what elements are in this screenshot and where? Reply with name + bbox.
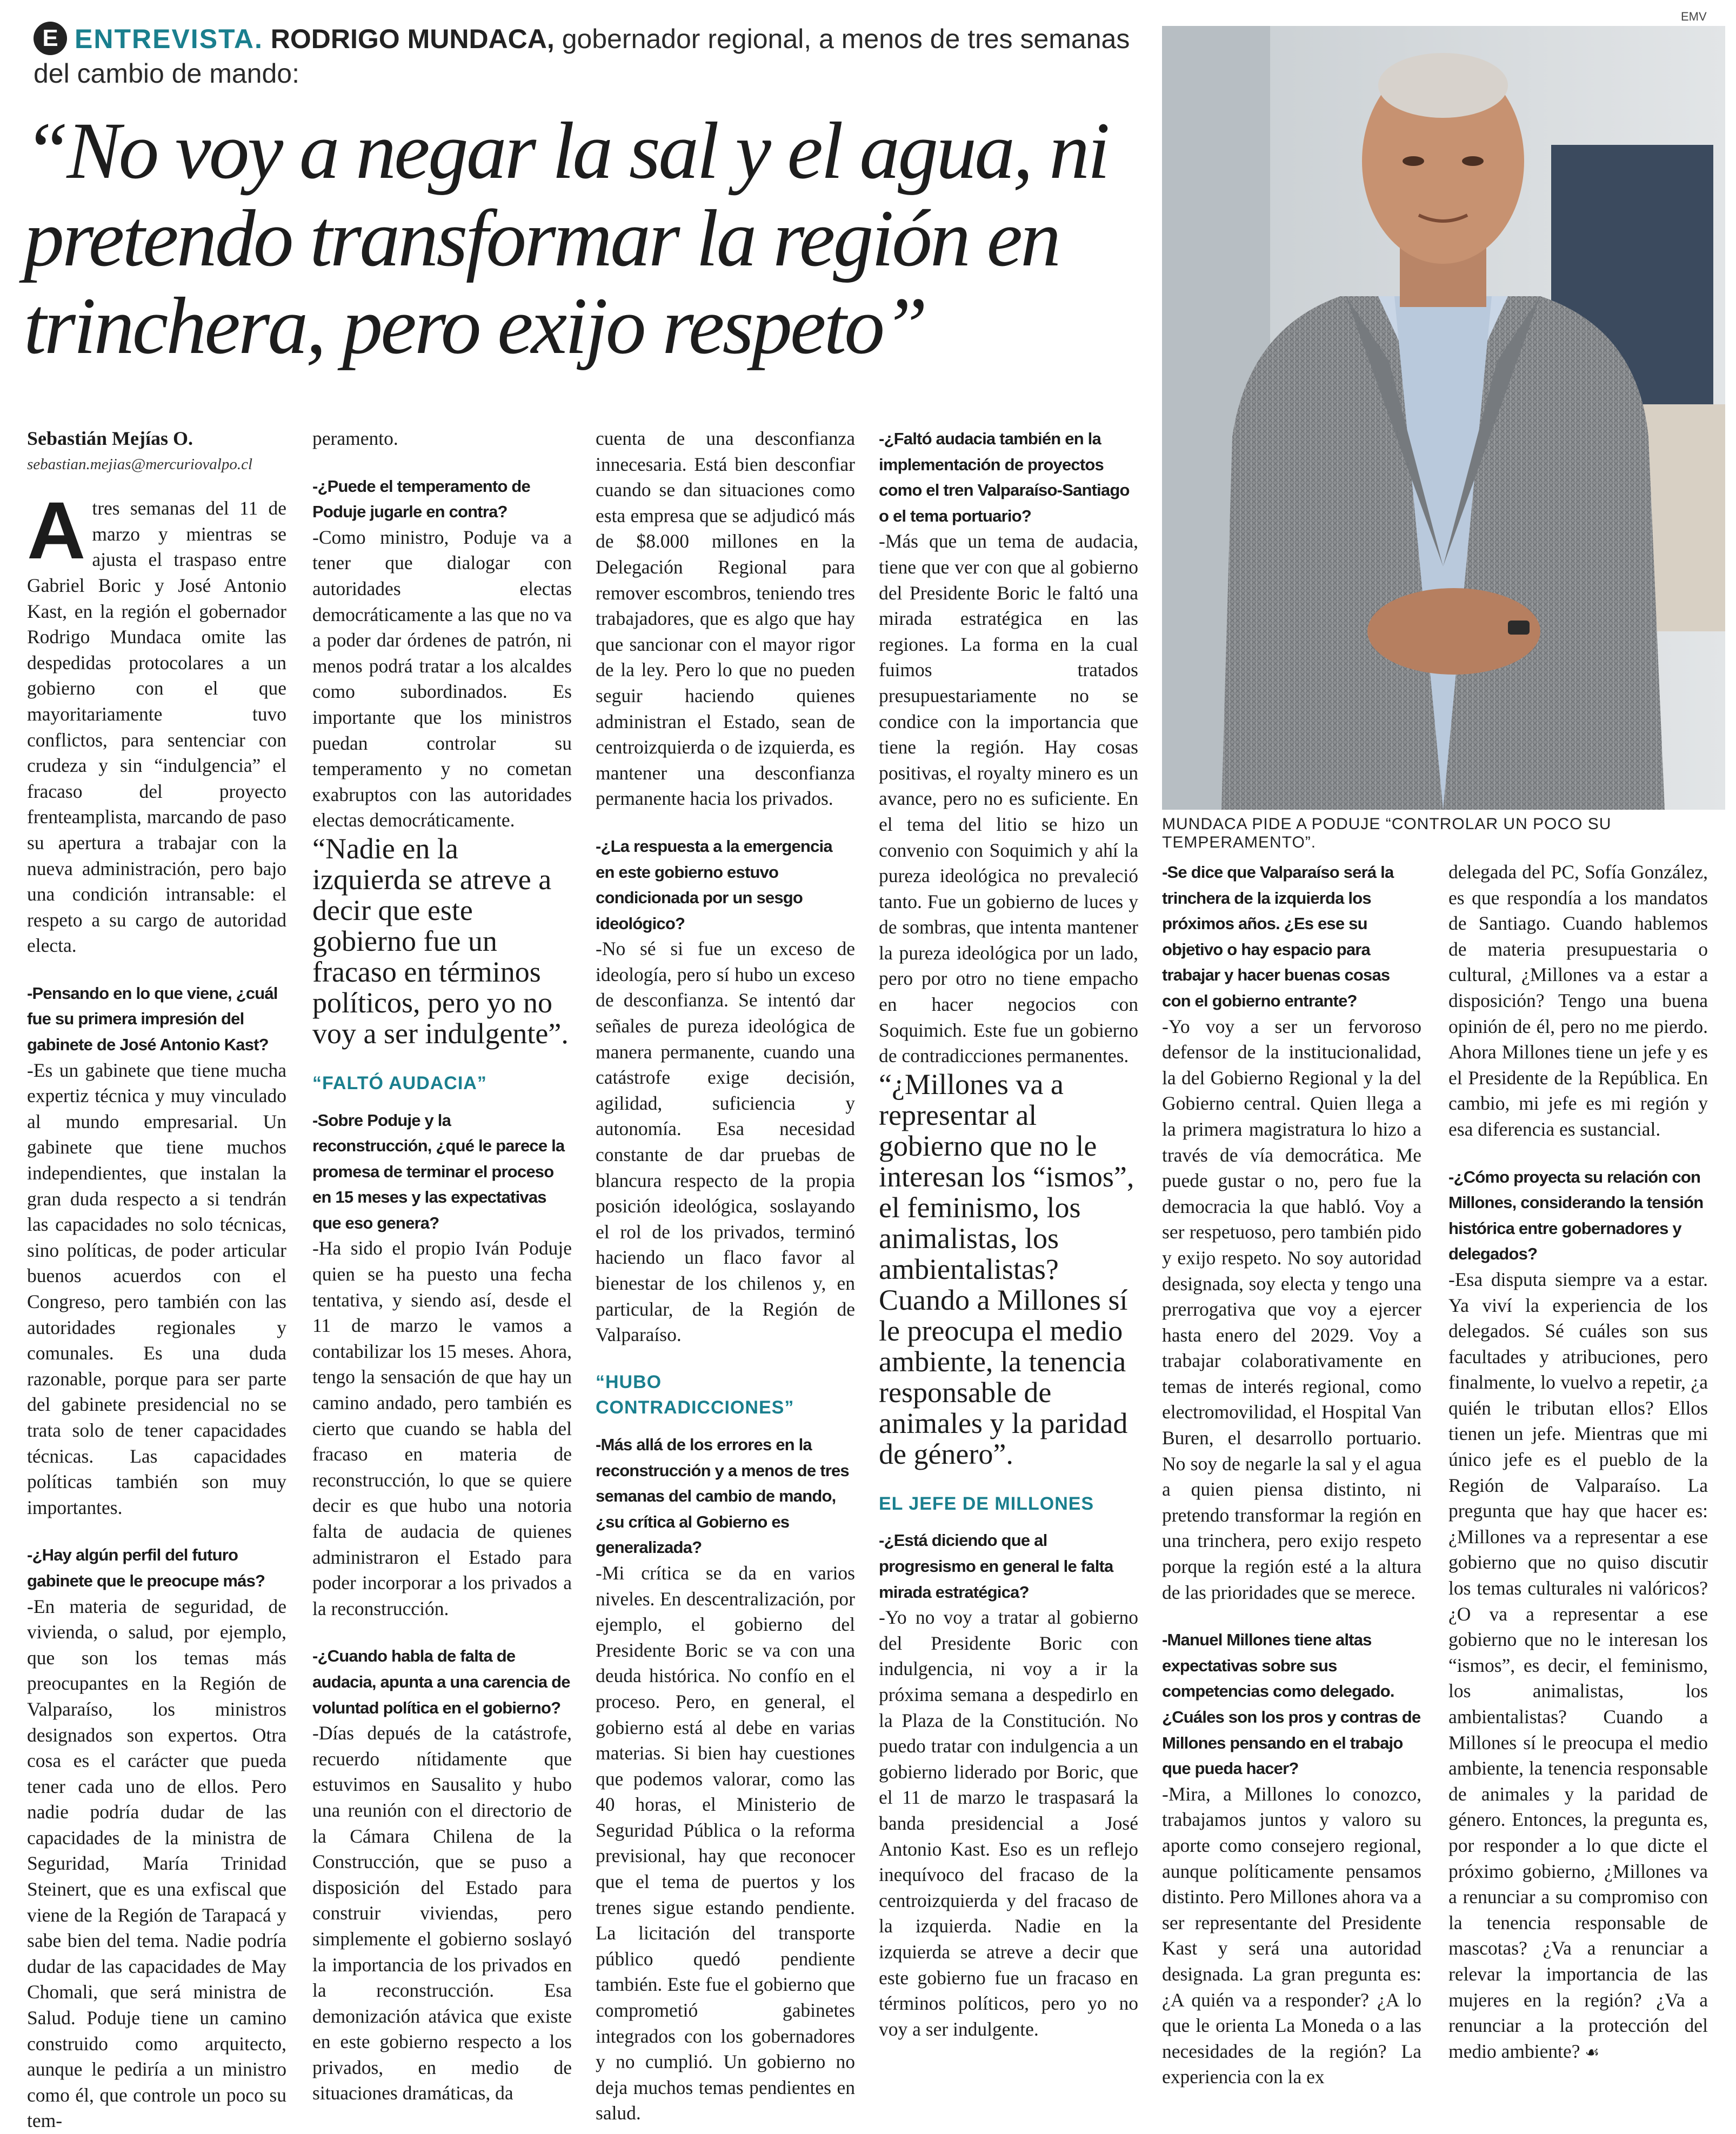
end-of-article-icon: ☙ [1585,2043,1600,2062]
answer-9: -Yo no voy a tratar al gobierno del Presidente Boric con indulgencia, ni voy a ir la próxima semana a despedirlo en la Plaza de la Constitución. No puedo tratar con indulgencia a un gobierno liderado por Boric, que el 11 de marzo le traspasará la banda presidencial a José Antonio Kast. Eso es un reflejo inequívoco del fracaso de la centroizquierda y del fracaso de la izquierda. Nadie en la izquierda se atreve a decir que este gobierno fue un fracaso en términos políticos, pero yo no voy a ser indulgente. [879,1606,1138,2040]
question-11: -Manuel Millones tiene altas expectativas sobre sus competencias como delegado. ¿Cuáles son los pros y contras de Millones pensando en el trabajo que pueda hacer? [1162,1630,1421,1778]
question-6: -¿La respuesta a la emergencia en este gobierno estuvo condicionada por un sesgo ideológico? [596,836,832,933]
photo-caption: MUNDACA PIDE A PODUJE “CONTROLAR UN POCO SU TEMPERAMENTO”. [1162,815,1612,851]
question-9: -¿Está diciendo que al progresismo en general le falta mirada estratégica? [879,1531,1113,1602]
interviewee-photo [1162,26,1725,810]
article-column-6 [1448,859,1708,2065]
question-4: -Sobre Poduje y la reconstrucción, ¿qué le parece la promesa de terminar el proceso en 15 meses y las expectativas que eso genera? [312,1110,565,1232]
lead-paragraph: Atres semanas del 11 de marzo y mientras se ajusta el traspaso entre Gabriel Boric y José Antonio Kast, en la región el gobernador Rodrigo Mundaca omite las despedidas protocolares a un gobierno con el que mayoritariamente tuvo conflictos, para sentenciar con crudeza y sin “indulgencia” el fracaso del proyecto frenteamplista, marcando de paso su apertura a trabajar con la nueva administración, pero bajo una condición intransable: el respeto a su cargo de autoridad electa. [27,485,286,957]
byline-author: Sebastián Mejías O. [27,428,193,449]
answer-6: -No sé si fue un exceso de ideología, pero sí hubo un exceso de desconfianza. Se intentó dar señales de pureza ideológica de manera permanente, cuando una catástrofe exige decisión, agilidad, suficiencia y autonomía. Esa necesidad constante de dar pruebas de blancura respecto de la propia posición ideológica, soslayando el rol de los privados, terminó haciendo un flaco favor al bienestar de los chilenos y, en particular, de la Región de Valparaíso. [596,938,855,1346]
article-column-4 [879,426,1138,2042]
headline: “No voy a negar la sal y el agua, ni pretendo transformar la región en trinchera, pero exijo respeto” [24,106,1108,371]
subhead-el-jefe-de-millones: EL JEFE DE MILLONES [879,1493,1094,1514]
answer-2: -En materia de seguridad, de vivienda, o salud, por ejemplo, que son los temas más preocupantes en la Región de Valparaíso, los ministros designados son expertos. Otra cosa es el carácter que pueda tener cada uno de ellos. Pero nadie podría dudar de las capacidades de la ministra de Seguridad, María Trinidad Steinert, que es una exfiscal que viene de la Región de Tarapacá y sabe bien del tema. Nadie podría dudar de las capacidades de May Chomali, que será ministra de Salud. Poduje tiene un camino construido como arquitecto, aunque le pediría a un ministro como él, que controle un poco su tem- [27,1595,286,2132]
answer-1: -Es un gabinete que tiene mucha expertiz técnica y muy vinculado al mundo empresarial. Un gabinete que tiene muchos independientes, que instalan la gran duda respecto a si tendrán las capacidades no solo técnicas, sino políticas, de poder articular buenos acuerdos con el Congreso, pero también con las autoridades regionales y comunales. Es una duda razonable, porque para ser parte del gabinete presidencial no se trata solo de tener capacidades técnicas. Las capacidades políticas también son muy importantes. [27,1059,286,1518]
drop-cap: A [27,485,86,576]
article-column-5 [1162,859,1421,2090]
pull-quote-1: “Nadie en la izquierda se atreve a decir que este gobierno fue un fracaso en términos políticos, pero yo no voy a ser indulgente”. [312,832,569,1050]
question-10: -Se dice que Valparaíso será la trinchera de la izquierda los próximos años. ¿Es ese su objetivo o hay espacio para trabajar y hacer buenas cosas con el gobierno entrante? [1162,863,1394,1010]
subhead-hubo-contradicciones: “HUBO CONTRADICCIONES” [596,1371,794,1418]
answer-4: -Ha sido el propio Iván Poduje quien se ha puesto una fecha tentativa, y siendo así, desde el 11 de marzo le vamos a contabilizar los 15 meses. Ahora, tengo la sensación de que hay un camino andado, pero también es cierto que cuando se habla del fracaso en materia de reconstrucción, lo que se quiere decir es que hubo una notoria falta de audacia de quienes administraron el Estado para poder incorporar a los privados a la reconstrucción. [312,1237,572,1619]
portrait-illustration [1162,26,1725,810]
article-column-3 [596,426,855,2126]
answer-5-continued: cuenta de una desconfianza innecesaria. Está bien desconfiar cuando se dan situaciones como esta empresa que se adjudicó más de $8.000 millones en la Delegación Regional para remover escombros, teniendo tres trabajadores, que es algo que hay que sancionar con el mayor rigor de la ley. Pero lo que no pueden seguir haciendo quienes administran el Estado, sean de centroizquierda o de izquierda, es mantener una desconfianza permanente hacia los privados. [596,428,855,810]
interviewee-name: RODRIGO MUNDACA, [270,24,555,54]
photo-credit: EMV [1681,10,1707,23]
kicker-description: gobernador regional, a menos de tres semanas del cambio de mando: [34,24,1130,89]
answer-2-continued: peramento. [312,428,398,449]
answer-11: -Mira, a Millones lo conozco, trabajamos juntos y valoro su aporte como consejero regional, aunque políticamente pensamos distinto. Pero Millones ahora va a ser representante del Presidente Kast y será una autoridad designada. La gran pregunta es: ¿A quién va a responder? ¿A lo que le orienta La Moneda o a las necesidades de la región? La experiencia con la ex [1162,1783,1421,2088]
answer-7: -Mi crítica se da en varios niveles. En descentralización, por ejemplo, el gobierno del Presidente Boric se va con una deuda histórica. No confío en el proceso. Pero, en general, el gobierno está al debe en varias materias. Si bien hay cuestiones que podemos valorar, como las 40 horas, el Ministerio de Seguridad Pública o la reforma previsional, hay que reconocer que el tema de puertos y los trenes sigue estando pendiente. La licitación del transporte público quedó pendiente también. Este fue el gobierno que comprometió gabinetes integrados con los gobernadores y no cumplió. Un gobierno no deja muchos temas pendientes en salud. [596,1562,855,2124]
answer-12: -Esa disputa siempre va a estar. Ya viví la experiencia de los delegados. Sé cuáles son sus facultades y atribuciones, pero finalmente, lo vuelvo a repetir, ¿a quién le tributan ellos? Ellos tienen un jefe. Mientras que mi único jefe es el pueblo de la Región de Valparaíso. La pregunta que hay que hacer es: ¿Millones va a representar a ese gobierno que no quiso discutir los temas culturales ni valóricos? ¿O va a representar a ese gobierno que no le interesan los “ismos”, es decir, el feminismo, los animalistas, los ambientalistas? Cuando a Millones sí le preocupa el medio ambiente, la tenencia responsable de animales y la paridad de género. Entonces, la pregunta es, por responder a lo que dicte el próximo gobierno, ¿Millones va a renunciar a su compromiso con la tenencia responsable de mascotas? ¿Va a renunciar a relevar la importancia de las mujeres en la región? ¿Va a renunciar a la protección del medio ambiente? ☙ [1448,1268,1708,2062]
article-column-1 [27,426,286,2134]
question-1: -Pensando en lo que viene, ¿cuál fue su primera impresión del gabinete de José Antonio Kast? [27,983,278,1055]
question-12: -¿Cómo proyecta su relación con Millones, considerando la tensión histórica entre gobernadores y delegados? [1448,1167,1704,1264]
answer-3: -Como ministro, Poduje va a tener que dialogar con autoridades electas democráticamente a las que no va a poder dar órdenes de patrón, ni menos podrá tratar a los alcaldes como subordinados. Es importante que los ministros puedan controlar su temperamento y no cometan exabruptos con las autoridades electas democráticamente. [312,526,572,831]
question-8: -¿Faltó audacia también en la implementación de proyectos como el tren Valparaíso-Santiago o el tema portuario? [879,429,1130,525]
answer-11-continued: delegada del PC, Sofía González, es que respondía a los mandatos de Santiago. Cuando hablemos de materia presupuestaria o cultural, ¿Millones va a estar a disposición? Tengo una buena opinión de él, pero no me pierdo. Ahora Millones tiene un jefe y es el Presidente de la República. En cambio, mi jefe es mi región y esa diferencia es sustancial. [1448,861,1708,1140]
pull-quote-2: “¿Millones va a representar al gobierno que no le interesan los “ismos”, el feminismo, los animalistas, los ambientalistas? Cuando a Millones sí le preocupa el medio ambiente, la tenencia responsable de animales y la paridad de género”. [879,1068,1134,1470]
answer-5: -Días depués de la catástrofe, recuerdo nítidamente que estuvimos en Sausalito y hubo una reunión con el directorio de la Cámara Chilena de la Construcción, que se puso a disposición del Estado para construir viviendas, pero simplemente el gobierno soslayó la importancia de los privados en la reconstrucción. Esa demonización atávica que existe en este gobierno respecto a los privados, en medio de situaciones dramáticas, da [312,1722,572,2104]
byline-email: sebastian.mejias@mercuriovalpo.cl [27,455,253,473]
section-label: ENTREVISTA. [75,24,263,54]
article-column-2 [312,426,572,2106]
subhead-falto-audacia: “FALTÓ AUDACIA” [312,1072,487,1093]
question-5: -¿Cuando habla de falta de audacia, apunta a una carencia de voluntad política en el gobierno? [312,1646,570,1717]
question-7: -Más allá de los errores en la reconstrucción y a menos de tres semanas del cambio de mando, ¿su crítica al Gobierno es generalizada? [596,1435,849,1557]
kicker [34,22,1152,91]
answer-8: -Más que un tema de audacia, tiene que ver con que al gobierno del Presidente Boric le faltó una mirada estratégica en las regiones. La forma en la cual fuimos tratados presupuestariamente no se condice con la importancia que tiene la región. Hay cosas positivas, el royalty minero es un avance, pero no es suficiente. En el tema del litio se hizo un convenio con Soquimich y ahí la pureza ideológica no prevaleció tanto. Fue un gobierno de luces y de sombras, que intenta mantener la pureza ideológica por un lado, pero por otro no tiene empacho en hacer negocios con Soquimich. Este fue un gobierno de contradicciones permanentes. [879,530,1138,1067]
question-2: -¿Hay algún perfil del futuro gabinete que le preocupe más? [27,1545,265,1590]
entrevista-badge: E [34,22,67,55]
question-3: -¿Puede el temperamento de Poduje jugarle en contra? [312,476,530,522]
answer-10: -Yo voy a ser un fervoroso defensor de la institucionalidad, la del Gobierno Regional y la del Gobierno central. Quien llega a la primera magistratura lo hizo a través de vía democrática. Me puede gustar o no, pero fue la democracia la que habló. Voy a ser respetuoso, pero también pido y exijo respeto. No soy autoridad designada, soy electa y tengo una prerrogativa que voy a ejercer hasta enero del 2029. Voy a trabajar colaborativamente en temas de interés regional, como electromovilidad, el Hospital Van Buren, el desarrollo portuario. No soy de negarle la sal y el agua a quien piensa distinto, ni pretendo transformar la región en una trinchera, pero exijo respeto porque la región esté a la altura de las prioridades que se merece. [1162,1015,1421,1603]
